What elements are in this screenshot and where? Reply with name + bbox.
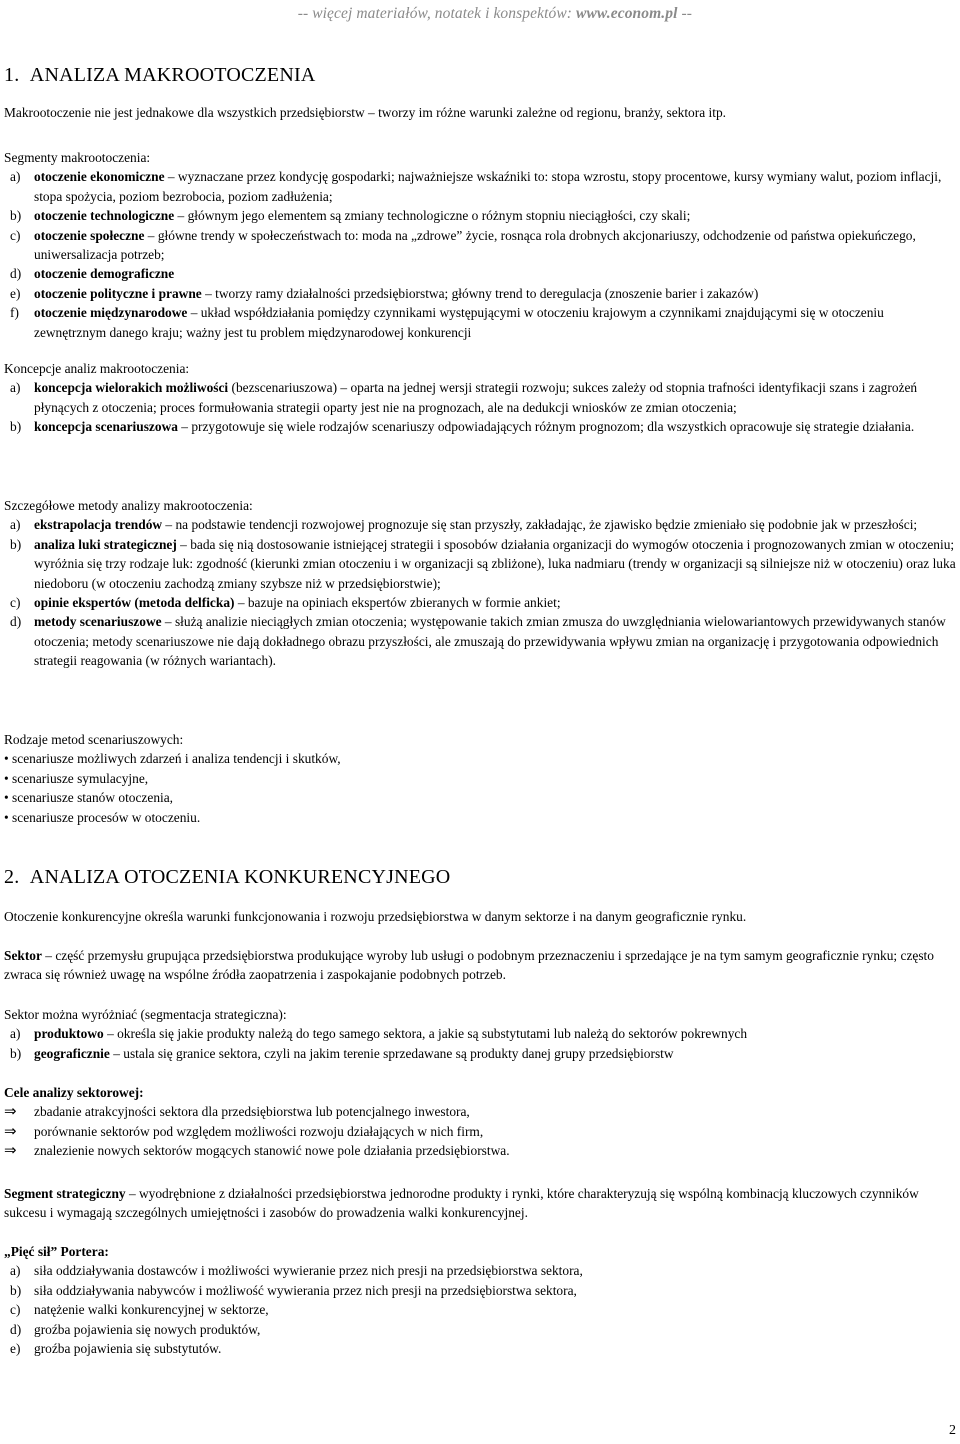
item-desc: – tworzy ramy działalności przedsiębiorstwa; główny trend to deregulacja (znoszenie barier i zakazów) [201, 285, 759, 301]
item-letter: a) [10, 169, 21, 185]
list-item [4, 378, 956, 417]
item-letter: a) [10, 1026, 21, 1042]
item-term: produktowo [34, 1026, 104, 1042]
bullet-item: • scenariusze procesów w otoczeniu. [4, 809, 201, 825]
sector-definition [4, 946, 956, 985]
list-item [4, 167, 956, 206]
segmentation-list [4, 1024, 956, 1063]
item-term: geograficznie [34, 1045, 110, 1061]
types-block [4, 730, 956, 827]
item-term: otoczenie polityczne i prawne [34, 285, 202, 301]
list-item [4, 226, 956, 265]
list-item [4, 264, 956, 283]
item-letter: c) [10, 595, 21, 611]
list-item [4, 612, 956, 670]
goal-item [4, 1122, 956, 1141]
item-term: koncepcja wielorakich możliwości [34, 380, 229, 396]
list-item [4, 1300, 956, 1319]
item-desc: groźba pojawienia się substytutów. [34, 1341, 222, 1357]
item-letter: b) [10, 536, 22, 552]
item-term: ekstrapolacja trendów [34, 517, 163, 533]
header-suffix: -- [677, 5, 692, 22]
item-desc: (bezscenariuszowa) – oparta na jednej wersji strategii rozwoju; sukces zależy od stopnia trafności identyfikacji szans i zagrożeń płynących z otoczenia; proces formułowania strategii oparty jest nie na prognozach, ale na dedukcji wniosków ze zmian otoczenia; [34, 380, 918, 415]
arrow-icon: ⇒ [4, 1121, 17, 1140]
concepts-list [4, 378, 956, 436]
bullet-item: • scenariusze stanów otoczenia, [4, 790, 174, 806]
item-desc: – służą analizie nieciągłych zmian otoczenia; występowanie takich zmian zmusza do uwzględniania wielowariantowych przewidywanych stanów otoczenia; metody scenariuszowe nie dają dokładnego obrazu przyszłości, ale zmuszają do przewidywania wpływu zmian na organizację i przygotowania odpowiednich strategii reagowania (w różnych wariantach). [34, 614, 946, 669]
item-letter: a) [10, 380, 21, 396]
segments-list [4, 167, 956, 342]
porter-heading: „Pięć sił” Portera: [4, 1244, 109, 1259]
item-desc: groźba pojawienia się nowych produktów, [34, 1321, 261, 1337]
item-desc: – bada się nią dostosowanie istniejącej strategii i sposobów działania organizacji do wymogów otoczenia i prognozowanych zmian w otoczeniu; wyróżnia się trzy rodzaje luk: zgodność (kierunki zmian otoczeniu i w organizacji są zbliżone), luka nadmiaru (trendy w organizacji są silniejsze niż w otoczeniu) oraz luka niedoboru (w otoczeniu zachodzą zmiany szybsze niż w przedsiębiorstwie); [34, 536, 956, 591]
list-item [4, 1320, 956, 1339]
s1-intro-text: Makrootoczenie nie jest jednakowe dla wszystkich przedsiębiorstw – tworzy im różne warunki zależne od regionu, branży, sektora itp. [4, 105, 726, 120]
list-item [4, 303, 956, 342]
item-letter: c) [10, 1302, 21, 1318]
item-desc: siła oddziaływania nabywców i możliwość wywierania przez nich presji na przedsiębiorstwa sektora, [34, 1282, 577, 1298]
item-letter: d) [10, 1321, 22, 1337]
item-term: otoczenie demograficzne [34, 266, 175, 282]
concepts-block [4, 359, 956, 437]
item-desc: – ustala się granice sektora, czyli na jakim terenie sprzedawane są produkty danej grupy przedsiębiorstw [109, 1045, 674, 1061]
item-letter: e) [10, 1341, 21, 1357]
segments-heading: Segmenty makrootoczenia: [4, 150, 151, 165]
goals-list [4, 1102, 956, 1160]
list-item [4, 417, 956, 436]
segmentation-heading: Sektor można wyróżniać (segmentacja strategiczna): [4, 1007, 287, 1022]
segment-definition [4, 1184, 956, 1223]
item-letter: b) [10, 1282, 22, 1298]
item-desc: – głównym jego elementem są zmiany technologiczne o różnym stopniu nieciągłości, czy skali; [174, 208, 691, 224]
page-header [298, 4, 692, 23]
list-item [4, 1281, 956, 1300]
item-term: analiza luki strategicznej [34, 536, 177, 552]
header-site-link[interactable]: www.econom.pl [576, 5, 678, 22]
arrow-icon: ⇒ [4, 1102, 17, 1121]
segment-term: Segment strategiczny [4, 1186, 126, 1201]
section-2 [4, 865, 956, 889]
item-desc: natężenie walki konkurencyjnej w sektorze, [34, 1302, 269, 1318]
item-desc: – przygotowuje się wiele rodzajów scenariuszy odpowiadających różnym prognozom; dla wszystkich opracowuje się strategie działania. [177, 419, 915, 435]
list-item [4, 1044, 956, 1063]
item-letter: a) [10, 517, 21, 533]
item-letter: d) [10, 266, 22, 282]
item-letter: c) [10, 227, 21, 243]
list-item [4, 1261, 956, 1280]
methods-list [4, 515, 956, 670]
goal-text: porównanie sektorów pod względem możliwości rozwoju działających w nich firm, [34, 1123, 484, 1139]
item-term: otoczenie międzynarodowe [34, 305, 188, 321]
item-letter: b) [10, 1045, 22, 1061]
sector-def: – część przemysłu grupująca przedsiębiorstwa produkujące wyroby lub usługi o podobnym przeznaczeniu i sprzedające je na tym samym geograficznie rynku; często zwraca się również uwagę na wspólne źródła zaopatrzenia i zaspokajanie podobnych potrzeb. [4, 948, 934, 983]
item-desc: – określa się jakie produkty należą do tego samego sektora, a jakie są substytutami lub należą do sektorów pokrewnych [103, 1026, 748, 1042]
item-desc: – układ współdziałania pomiędzy czynnikami występującymi w otoczeniu krajowym a czynnikami znajdującymi się w otoczeniu zewnętrznym danego kraju; ważny jest tu problem międzynarodowej konkurencji [34, 305, 884, 340]
list-item [4, 535, 956, 593]
bullet-item: • scenariusze symulacyjne, [4, 770, 149, 786]
item-term: metody scenariuszowe [34, 614, 162, 630]
item-letter: e) [10, 285, 21, 301]
s2-intro [4, 907, 956, 926]
item-term: otoczenie społeczne [34, 227, 145, 243]
item-term: koncepcja scenariuszowa [34, 419, 178, 435]
methods-block [4, 496, 956, 671]
list-item [4, 1024, 956, 1043]
item-desc: – na podstawie tendencji rozwojowej prognozuje się stan przyszły, zakładając, że zjawisko będzie zmieniało się podobnie jak w przeszłości; [162, 517, 918, 533]
header-prefix: -- więcej materiałów, notatek i konspektów: [297, 5, 577, 22]
list-item [4, 206, 956, 225]
s2-intro-text: Otoczenie konkurencyjne określa warunki funkcjonowania i rozwoju przedsiębiorstwa w danym sektorze i na danym geograficznie rynku. [4, 909, 747, 924]
item-letter: a) [10, 1263, 21, 1279]
item-term: otoczenie technologiczne [34, 208, 175, 224]
item-term: opinie ekspertów (metoda delficka) [34, 595, 235, 611]
types-list [4, 749, 956, 827]
segments-block [4, 148, 956, 342]
item-letter: d) [10, 614, 22, 630]
bullet-item: • scenariusze możliwych zdarzeń i analiza tendencji i skutków, [4, 751, 341, 767]
porter-block [4, 1242, 956, 1358]
item-letter: b) [10, 419, 22, 435]
types-heading: Rodzaje metod scenariuszowych: [4, 732, 184, 747]
goals-block [4, 1083, 956, 1161]
arrow-icon: ⇒ [4, 1141, 17, 1160]
item-desc: – wyznaczane przez kondycję gospodarki; najważniejsze wskaźniki to: stopa wzrostu, stopy procentowe, kursy wymiany walut, poziom inflacji, stopa spożycia, poziom bezrobocia, poziom zadłużenia; [34, 169, 942, 204]
page-number: 2 [949, 1422, 956, 1438]
section-1 [4, 63, 956, 87]
list-item [4, 284, 956, 303]
item-letter: b) [10, 208, 22, 224]
list-item [4, 593, 956, 612]
section-2-title: 2. ANALIZA OTOCZENIA KONKURENCYJNEGO [4, 866, 451, 888]
methods-heading: Szczegółowe metody analizy makrootoczenia: [4, 498, 253, 513]
porter-list [4, 1261, 956, 1358]
goal-item [4, 1141, 956, 1160]
goal-text: znalezienie nowych sektorów mogących stanowić nowe pole działania przedsiębiorstwa. [34, 1143, 510, 1159]
item-desc: – bazuje na opiniach ekspertów zbieranych w formie ankiet; [234, 595, 561, 611]
item-desc: siła oddziaływania dostawców i możliwości wywieranie przez nich presji na przedsiębiorstwa sektora, [34, 1263, 583, 1279]
concepts-heading: Koncepcje analiz makrootoczenia: [4, 361, 190, 376]
list-item [4, 1339, 956, 1358]
item-letter: f) [10, 305, 19, 321]
list-item [4, 515, 956, 534]
item-term: otoczenie ekonomiczne [34, 169, 165, 185]
sector-term: Sektor [4, 948, 42, 963]
segmentation-block [4, 1005, 956, 1063]
s1-intro [4, 103, 956, 122]
item-desc: – główne trendy w społeczeństwach to: moda na „zdrowe” życie, rosnąca rola drobnych akcjonariuszy, odchodzenie od państwa opiekuńczego, uniwersalizacja potrzeb; [34, 227, 916, 263]
segment-def: – wyodrębnione z działalności przedsiębiorstwa jednorodne produkty i rynki, które charakteryzują się wspólną kombinacją kluczowych czynników sukcesu i wymagają szczególnych umiejętności i zasobów do prowadzenia walki konkurencyjnej. [4, 1186, 919, 1221]
goal-text: zbadanie atrakcyjności sektora dla przedsiębiorstwa lub potencjalnego inwestora, [34, 1104, 470, 1120]
goal-item [4, 1102, 956, 1121]
section-1-title: 1. ANALIZA MAKROOTOCZENIA [4, 64, 316, 86]
goals-heading: Cele analizy sektorowej: [4, 1085, 144, 1100]
